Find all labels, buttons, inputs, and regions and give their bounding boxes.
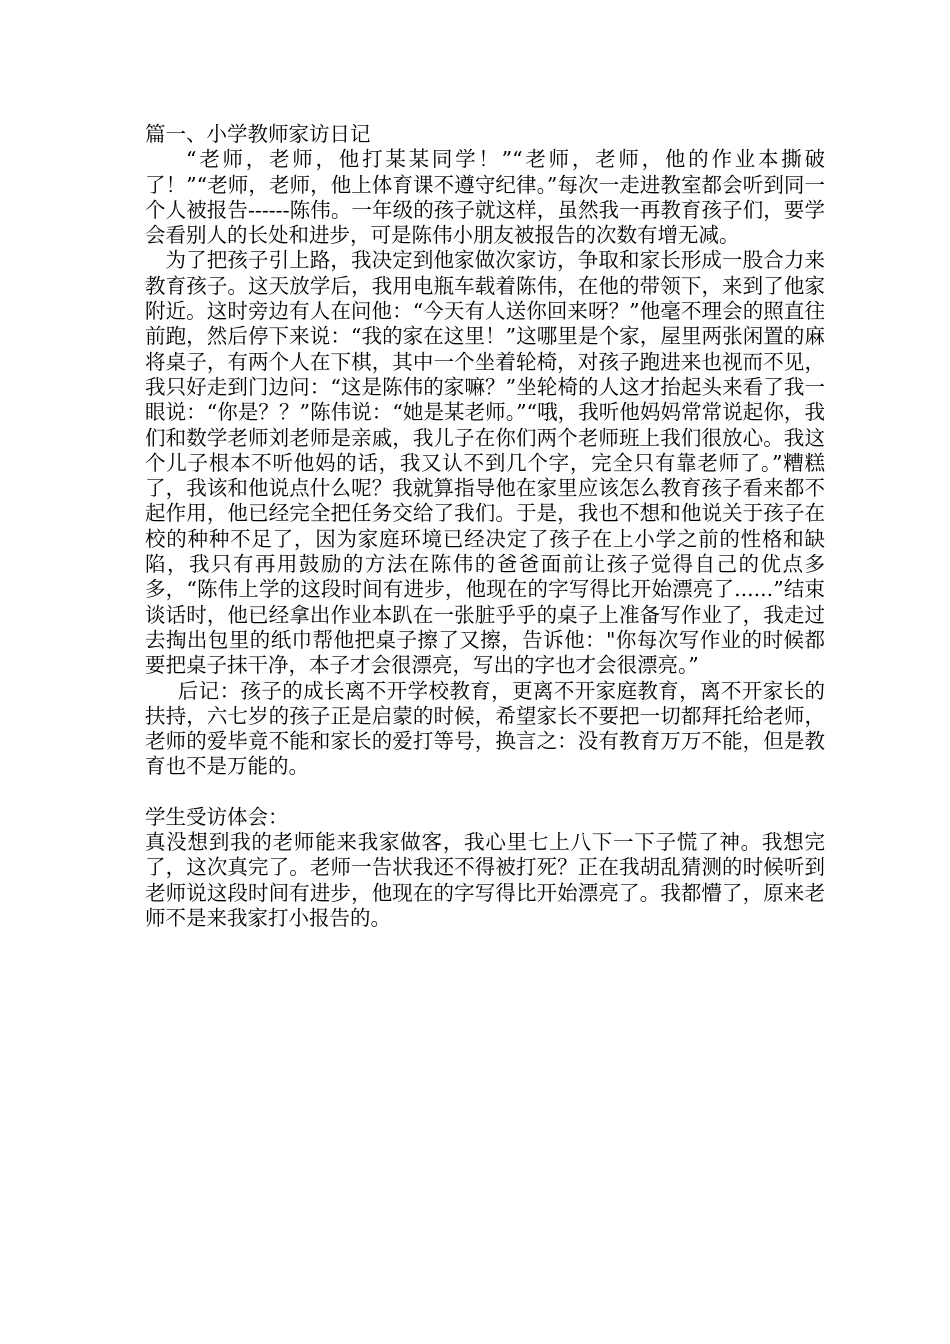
document-title: 篇一、小学教师家访日记 [145,122,371,146]
section-spacer [145,780,825,805]
document-body [145,122,825,931]
student-section-heading: 学生受访体会： [145,804,289,829]
paragraph-afterword: 后记：孩子的成长离不开学校教育，更离不开家庭教育，离不开家长的扶持，六七岁的孩子正是启蒙的时候，希望家长不要把一切都拜托给老师，老师的爱毕竟不能和家长的爱打等号，换言之：没有教育万万不能，但是教育也不是万能的。 [145,678,825,779]
paragraph-home-visit: 为了把孩子引上路，我决定到他家做次家访，争取和家长形成一股合力来教育孩子。这天放学后，我用电瓶车载着陈伟，在他的带领下，来到了他家附近。这时旁边有人在问他：“今天有人送你回来呀？”他毫不理会的照直往前跑，然后停下来说：“我的家在这里！”这哪里是个家，屋里两张闲置的麻将桌子，有两个人在下棋，其中一个坐着轮椅，对孩子跑进来也视而不见，我只好走到门边问：“这是陈伟的家嘛？”坐轮椅的人这才抬起头来看了我一眼说：“你是？？”陈伟说：“她是某老师。”“哦，我听他妈妈常常说起你，我们和数学老师刘老师是亲戚，我儿子在你们两个老师班上我们很放心。我这个儿子根本不听他妈的话，我又认不到几个字，完全只有靠老师了。”糟糕了，我该和他说点什么呢？我就算指导他在家里应该怎么教育孩子看来都不起作用，他已经完全把任务交给了我们。于是，我也不想和他说关于孩子在校的种种不足了，因为家庭环境已经决定了孩子在上小学之前的性格和缺陷，我只有再用鼓励的方法在陈伟的爸爸面前让孩子觉得自己的优点多多，“陈伟上学的这段时间有进步，他现在的字写得比开始漂亮了......”结束谈话时，他已经拿出作业本趴在一张脏乎乎的桌子上准备写作业了，我走过去掏出包里的纸巾帮他把桌子擦了又擦，告诉他："你每次写作业的时候都要把桌子抹干净，本子才会很漂亮，写出的字也才会很漂亮。” [145,248,825,678]
paragraph-opening: “老师，老师，他打某某同学！”“老师，老师，他的作业本撕破了！”“老师，老师，他上体育课不遵守纪律。”每次一走进教室都会听到同一个人被报告------陈伟。一年级的孩子就这样，虽然我一再教育孩子们，要学会看别人的长处和进步，可是陈伟小朋友被报告的次数有增无减。 [145,147,825,248]
student-section-text: 真没想到我的老师能来我家做客，我心里七上八下一下子慌了神。我想完了，这次真完了。老师一告状我还不得被打死？正在我胡乱猜测的时候听到老师说这段时间有进步，他现在的字写得比开始漂亮了。我都懵了，原来老师不是来我家打小报告的。 [145,830,825,930]
